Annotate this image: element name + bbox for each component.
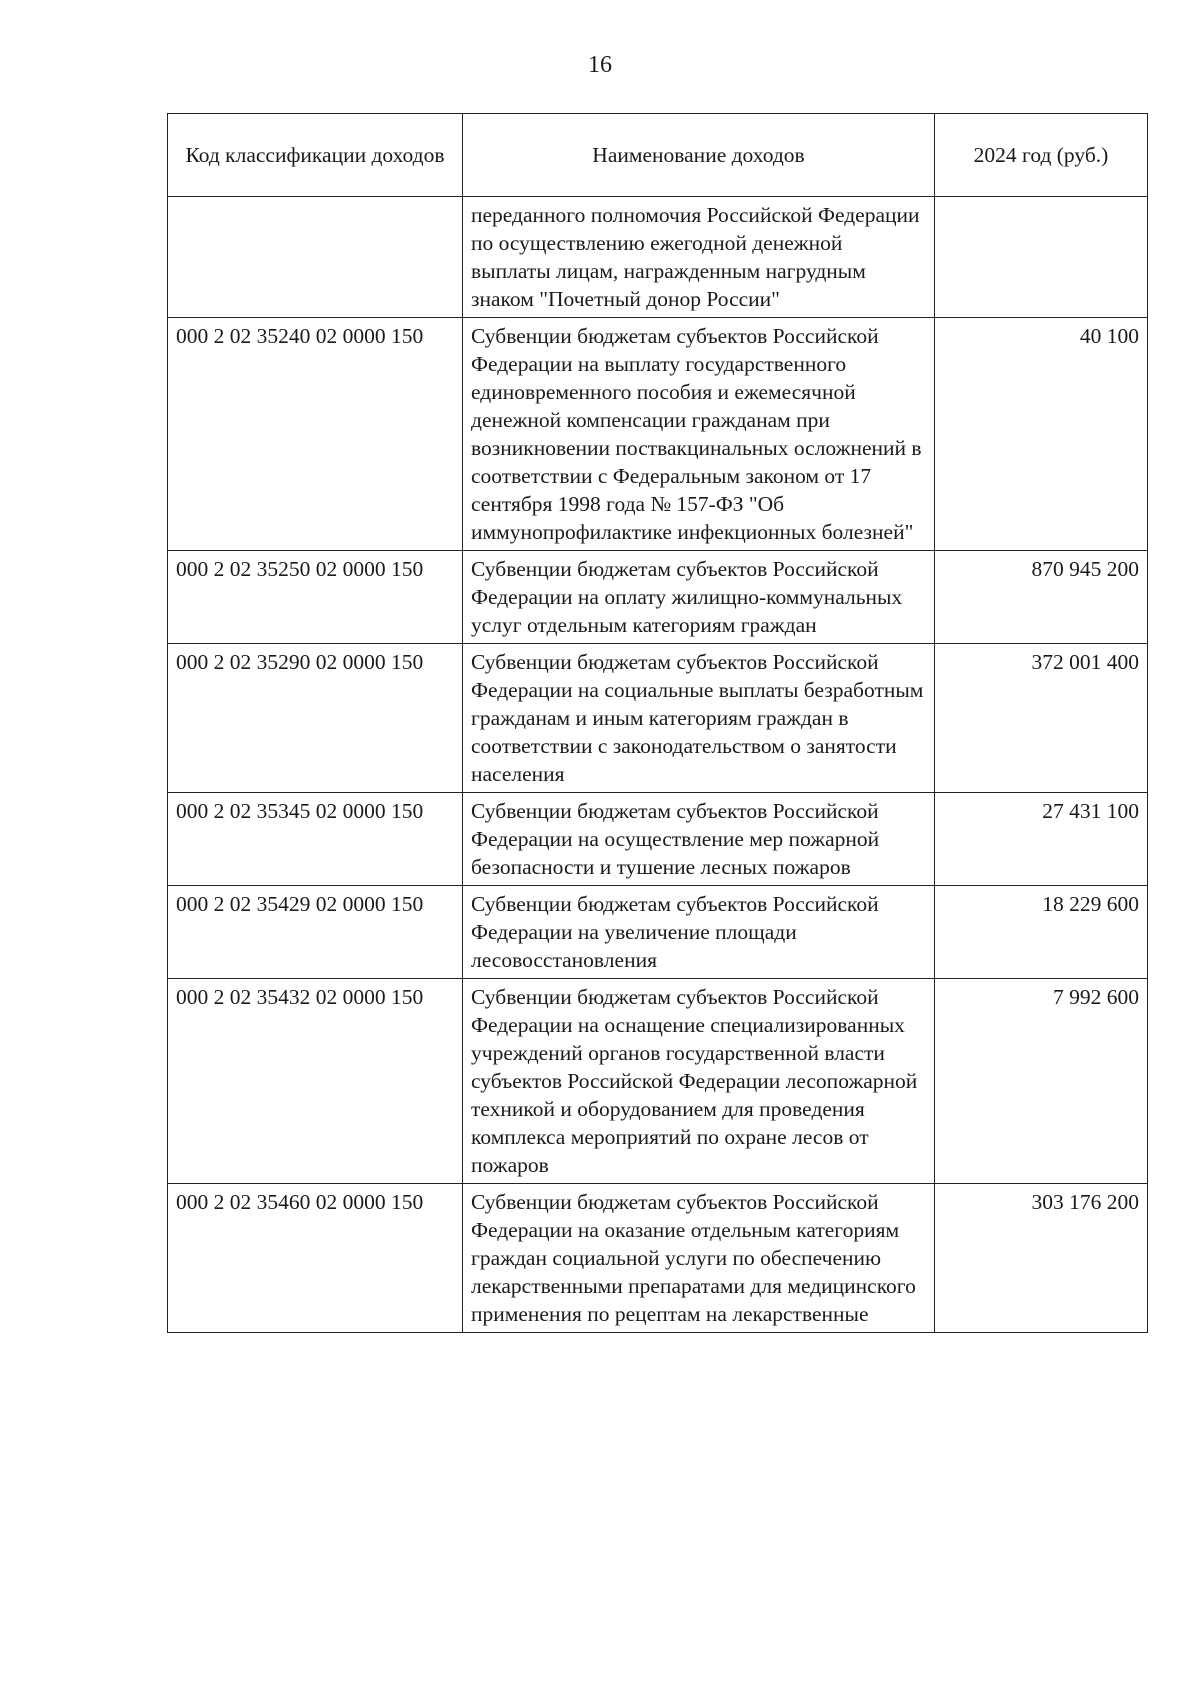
revenue-table xyxy=(167,113,1148,1333)
table-row xyxy=(168,886,1148,979)
row-amount: 40 100 xyxy=(935,318,1148,551)
row-amount: 7 992 600 xyxy=(935,979,1148,1184)
table-row xyxy=(168,793,1148,886)
row-name: Субвенции бюджетам субъектов Российской Федерации на увеличение площади лесовосстановления xyxy=(463,886,935,979)
row-amount: 18 229 600 xyxy=(935,886,1148,979)
row-amount: 27 431 100 xyxy=(935,793,1148,886)
row-name: Субвенции бюджетам субъектов Российской Федерации на осуществление мер пожарной безопасности и тушение лесных пожаров xyxy=(463,793,935,886)
table-row xyxy=(168,318,1148,551)
row-name: Субвенции бюджетам субъектов Российской Федерации на выплату государственного единовременного пособия и ежемесячной денежной компенсации гражданам при возникновении поствакцинальных осложнений в соответствии с Федеральным законом от 17 сентября 1998 года № 157-ФЗ "Об иммунопрофилактике инфекционных болезней" xyxy=(463,318,935,551)
row-name: Субвенции бюджетам субъектов Российской Федерации на оказание отдельным категориям граждан социальной услуги по обеспечению лекарственными препаратами для медицинского применения по рецептам на лекарственные xyxy=(463,1184,935,1333)
row-amount: 303 176 200 xyxy=(935,1184,1148,1333)
table-row xyxy=(168,197,1148,318)
table-row xyxy=(168,979,1148,1184)
header-code: Код классификации доходов xyxy=(168,114,463,197)
row-name: переданного полномочия Российской Федерации по осуществлению ежегодной денежной выплаты лицам, награжденным нагрудным знаком "Почетный донор России" xyxy=(463,197,935,318)
table-row xyxy=(168,1184,1148,1333)
row-code: 000 2 02 35345 02 0000 150 xyxy=(168,793,463,886)
row-code xyxy=(168,197,463,318)
row-code: 000 2 02 35250 02 0000 150 xyxy=(168,551,463,644)
header-name: Наименование доходов xyxy=(463,114,935,197)
row-code: 000 2 02 35460 02 0000 150 xyxy=(168,1184,463,1333)
row-name: Субвенции бюджетам субъектов Российской Федерации на социальные выплаты безработным гражданам и иным категориям граждан в соответствии с законодательством о занятости населения xyxy=(463,644,935,793)
table-row xyxy=(168,644,1148,793)
row-code: 000 2 02 35290 02 0000 150 xyxy=(168,644,463,793)
header-amount: 2024 год (руб.) xyxy=(935,114,1148,197)
row-code: 000 2 02 35429 02 0000 150 xyxy=(168,886,463,979)
row-amount: 372 001 400 xyxy=(935,644,1148,793)
row-code: 000 2 02 35240 02 0000 150 xyxy=(168,318,463,551)
row-amount: 870 945 200 xyxy=(935,551,1148,644)
row-name: Субвенции бюджетам субъектов Российской Федерации на оснащение специализированных учреждений органов государственной власти субъектов Российской Федерации лесопожарной техникой и оборудованием для проведения комплекса мероприятий по охране лесов от пожаров xyxy=(463,979,935,1184)
row-name: Субвенции бюджетам субъектов Российской Федерации на оплату жилищно-коммунальных услуг отдельным категориям граждан xyxy=(463,551,935,644)
table-row xyxy=(168,551,1148,644)
table-header-row xyxy=(168,114,1148,197)
row-amount xyxy=(935,197,1148,318)
page-number: 16 xyxy=(588,52,612,78)
row-code: 000 2 02 35432 02 0000 150 xyxy=(168,979,463,1184)
